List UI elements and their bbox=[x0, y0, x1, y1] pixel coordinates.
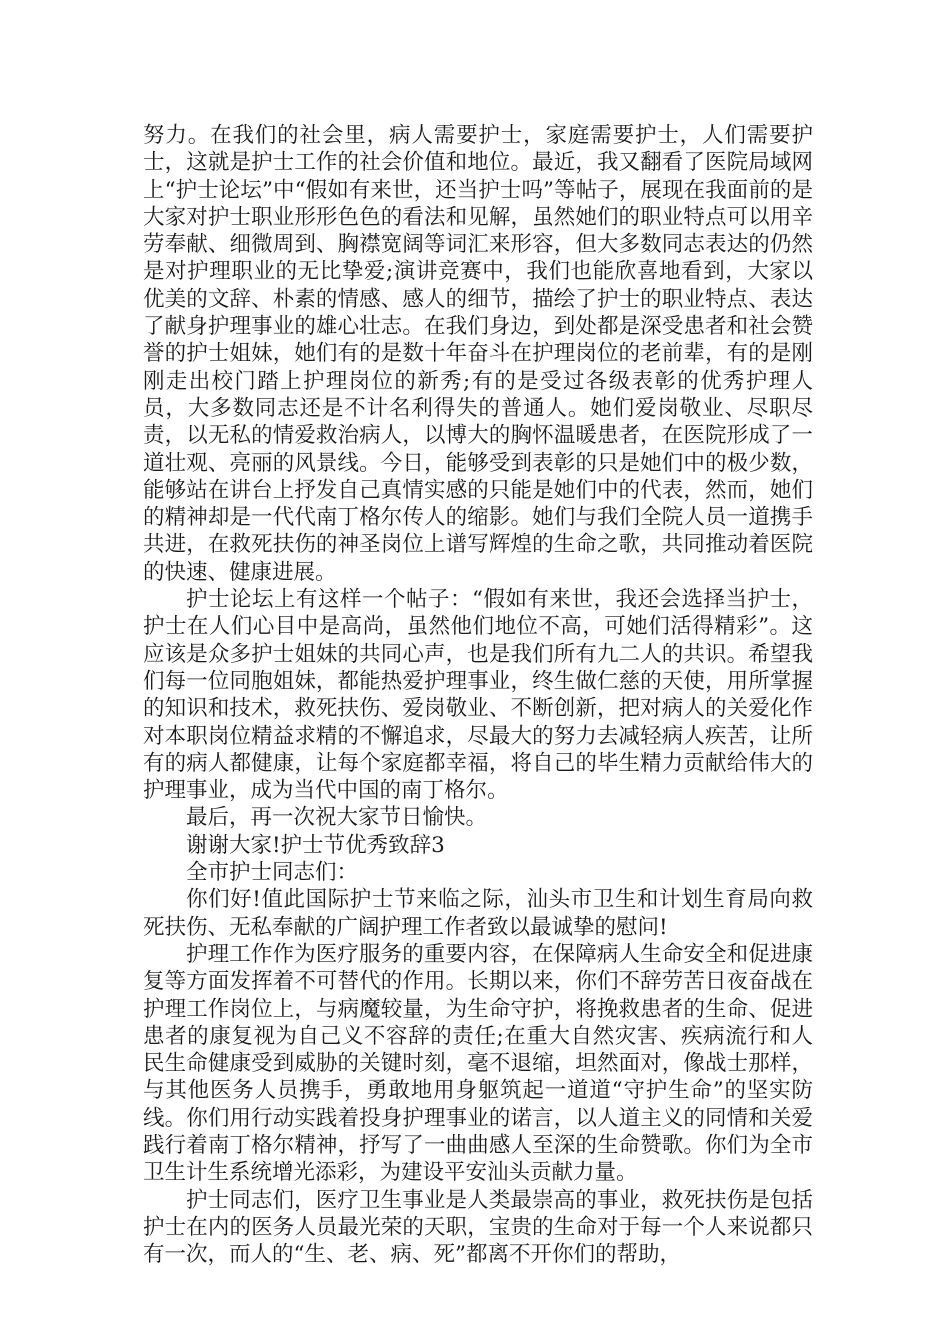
paragraph-nursing-work: 护理工作作为医疗服务的重要内容，在保障病人生命安全和促进康复等方面发挥着不可替代的作用。长期以来，你们不辞劳苦日夜奋战在护理工作岗位上，与病魔较量，为生命守护，将挽救患者的生命、促进患者的康复视为自己义不容辞的责任;在重大自然灾害、疾病流行和人民生命健康受到威胁的关键时刻，毫不退缩，坦然面对，像战士那样，与其他医务人员携手，勇敢地用身躯筑起一道道“守护生命”的坚实防线。你们用行动实践着投身护理事业的诺言，以人道主义的同情和关爱践行着南丁格尔精神，抒写了一曲曲感人至深的生命赞歌。你们为全市卫生计生系统增光添彩，为建设平安汕头贡献力量。 bbox=[143, 941, 813, 1186]
paragraph-continued: 努力。在我们的社会里，病人需要护士，家庭需要护士，人们需要护士，这就是护士工作的社会价值和地位。最近，我又翻看了医院局域网上“护士论坛”中“假如有来世，还当护士吗”等帖子，展现在我面前的是大家对护士职业形形色色的看法和见解，虽然她们的职业特点可以用辛劳奉献、细微周到、胸襟宽阔等词汇来形容，但大多数同志表达的仍然是对护理职业的无比挚爱;演讲竞赛中，我们也能欣喜地看到，大家以优美的文辞、朴素的情感、感人的细节，描绘了护士的职业特点、表达了献身护理事业的雄心壮志。在我们身边，到处都是深受患者和社会赞誉的护士姐妹，她们有的是数十年奋斗在护理岗位的老前辈，有的是刚刚走出校门踏上护理岗位的新秀;有的是受过各级表彰的优秀护理人员，大多数同志还是不计名利得失的普通人。她们爱岗敬业、尽职尽责，以无私的情爱救治病人，以博大的胸怀温暖患者，在医院形成了一道壮观、亮丽的风景线。今日，能够受到表彰的只是她们中的极少数，能够站在讲台上抒发自己真情实感的只能是她们中的代表，然而，她们的精神却是一代代南丁格尔传人的缩影。她们与我们全院人员一道携手共进，在救死扶伤的神圣岗位上谱写辉煌的生命之歌，共同推动着医院的快速、健康进展。 bbox=[143, 123, 813, 585]
paragraph-thanks-heading: 谢谢大家!护士节优秀致辞3 bbox=[186, 832, 445, 858]
paragraph-greeting: 你们好!值此国际护士节来临之际，汕头市卫生和计划生育局向救死扶伤、无私奉献的广阔护理工作者致以最诚挚的慰问! bbox=[143, 887, 813, 940]
paragraph-medical-career: 护士同志们，医疗卫生事业是人类最崇高的事业，救死扶伤是包括护士在内的医务人员最光荣的天职，宝贵的生命对于每一个人来说都只有一次，而人的“生、老、病、死”都离不开你们的帮助， bbox=[143, 1187, 813, 1268]
paragraph-closing-wish: 最后，再一次祝大家节日愉快。 bbox=[186, 805, 488, 831]
document-body bbox=[143, 122, 813, 1268]
paragraph-salutation: 全市护士同志们： bbox=[186, 860, 359, 886]
paragraph-forum-post: 护士论坛上有这样一个帖子：“假如有来世，我还会选择当护士，护士在人们心目中是高尚，虽然他们地位不高，可她们活得精彩”。这应该是众多护士姐妹的共同心声，也是我们所有九二人的共识。希望我们每一位同胞姐妹，都能热爱护理事业，终生做仁慈的天使，用所掌握的知识和技术，救死扶伤、爱岗敬业、不断创新，把对病人的关爱化作对本职岗位精益求精的不懈追求，尽最大的努力去减轻病人疾苦，让所有的病人都健康，让每个家庭都幸福，将自己的毕生精力贡献给伟大的护理事业，成为当代中国的南丁格尔。 bbox=[143, 587, 813, 804]
